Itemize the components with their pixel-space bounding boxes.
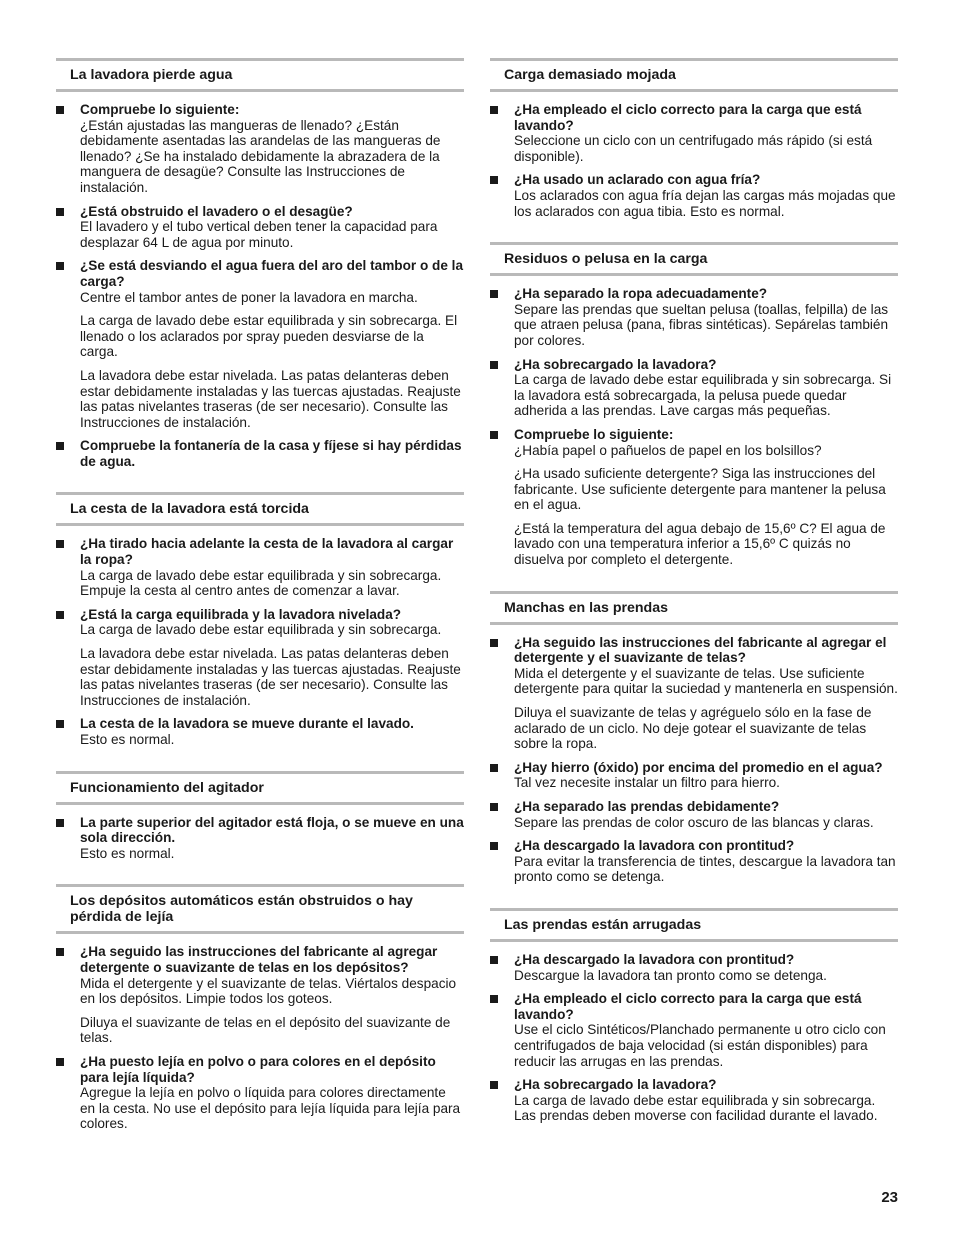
answer-text: Descargue la lavadora tan pronto como se detenga. [514,967,827,983]
question-text: ¿Hay hierro (óxido) por encima del promedio en el agua? [514,759,883,775]
answer-text: Agregue la lejía en polvo o líquida para colores directamente en la cesta. No use el depósito para lejía líquida para lejía para colores. [80,1085,461,1132]
answer-text: ¿Ha usado suficiente detergente? Siga las instrucciones del fabricante. Use suficiente detergente para mantener la pelusa en el agua. [514,466,886,513]
list-item [490,799,898,830]
square-bullet-icon [56,1058,64,1066]
list-item [490,635,898,752]
answer-text: Separe las prendas que sueltan pelusa (toallas, felpilla) de las que atraen pelusa (pana, fibras sintéticas). Sepárelas también por colores. [514,301,889,348]
question-text: ¿Ha seguido las instrucciones del fabricante al agregar el detergente y el suavizante de telas? [514,634,887,666]
question-text: ¿Ha empleado el ciclo correcto para la carga que está lavando? [514,991,862,1022]
list-item [490,838,898,885]
section-heading: Residuos o pelusa en la carga [490,242,898,276]
list-item [490,952,898,983]
square-bullet-icon [56,720,64,728]
answer-text: La lavadora debe estar nivelada. Las patas delanteras deben estar debidamente instaladas y las tuercas ajustadas. Reajuste las patas nivelantes traseras (de ser necesario). Consulte las Instrucciones de instalación. [80,367,461,430]
question-text: ¿Está la carga equilibrada y la lavadora nivelada? [80,606,402,622]
answer-text: Diluya el suavizante de telas y agréguelo sólo en la fase de aclarado de un ciclo. No deje gotear el suavizante de telas sobre la ropa. [514,705,872,752]
answer-text: Mida el detergente y el suavizante de telas. Viértalos despacio en los depósitos. Limpie todos los goteos. [80,975,457,1007]
section-heading: Carga demasiado mojada [490,58,898,92]
square-bullet-icon [490,803,498,811]
section-manchas-en-las-prendas [490,591,898,885]
section-heading: La cesta de la lavadora está torcida [56,492,464,526]
list-item [56,102,464,196]
question-text: ¿Ha seguido las instrucciones del fabricante al agregar detergente o suavizante de telas en los depósitos? [80,944,438,975]
list-item [56,258,464,430]
answer-text: Para evitar la transferencia de tintes, descargue la lavadora tan pronto como se detenga. [514,853,896,885]
section-los-depositos-automaticos-estan-obstruid [56,884,464,1132]
list-item [490,286,898,348]
square-bullet-icon [56,611,64,619]
section-funcionamiento-del-agitador [56,771,464,862]
list-item [56,204,464,251]
item-list [56,526,464,747]
section-carga-demasiado-mojada [490,58,898,219]
answer-text: La lavadora debe estar nivelada. Las patas delanteras deben estar debidamente instaladas y las tuercas ajustadas. Reajuste las patas nivelantes traseras (de ser necesario). Consulte las Instrucciones de instalación. [80,646,461,708]
question-text: Compruebe lo siguiente: [80,102,240,117]
section-la-lavadora-pierde-agua [56,58,464,469]
answer-text: Esto es normal. [80,845,175,861]
question-text: ¿Ha separado las prendas debidamente? [514,799,780,814]
list-item [490,760,898,791]
item-list [490,276,898,568]
item-list [490,92,898,219]
item-list [56,934,464,1132]
square-bullet-icon [490,956,498,964]
answer-text: ¿Está la temperatura del agua debajo de 15,6º C? El agua de lavado con una temperatura inferior a 15,6º C quizás no disuelva por completo el detergente. [514,520,886,568]
square-bullet-icon [56,208,64,216]
square-bullet-icon [56,442,64,450]
square-bullet-icon [56,948,64,956]
list-item [56,536,464,598]
question-text: ¿Está obstruido el lavadero o el desagüe? [80,203,353,219]
item-list [56,92,464,469]
section-heading: Los depósitos automáticos están obstruidos o hay pérdida de lejía [56,884,464,934]
list-item [56,944,464,1046]
answer-text: Centre el tambor antes de poner la lavadora en marcha. [80,289,418,305]
question-text: ¿Ha sobrecargado la lavadora? [514,1077,717,1093]
left-column [56,58,464,1155]
section-la-cesta-de-la-lavadora-esta-torcida [56,492,464,747]
answer-text: La carga de lavado debe estar equilibrada y sin sobrecarga. Las prendas deben moverse con facilidad durante el lavado. [514,1092,878,1124]
section-heading: Las prendas están arrugadas [490,908,898,942]
answer-text: Separe las prendas de color oscuro de las blancas y claras. [514,814,874,830]
section-heading: Funcionamiento del agitador [56,771,464,805]
question-text: Compruebe la fontanería de la casa y fíjese si hay pérdidas de agua. [80,438,462,469]
answer-text: La carga de lavado debe estar equilibrada y sin sobrecarga. Empuje la cesta al centro antes de comenzar a lavar. [80,567,442,599]
answer-text: La carga de lavado debe estar equilibrada y sin sobrecarga. Si la lavadora está sobrecargada, la pelusa puede quedar adherida a las prendas. Lave cargas más pequeñas. [514,372,892,419]
answer-text: Mida el detergente y el suavizante de telas. Use suficiente detergente para quitar la suciedad y mantenerla en suspensión. [514,665,898,697]
answer-text: ¿Están ajustadas las mangueras de llenado? ¿Están debidamente asentadas las arandelas de las mangueras de llenado? ¿Se ha instalado debidamente la abrazadera de la manguera de desagüe? Consulte las Instrucciones de instalación. [80,117,441,195]
answer-text: La carga de lavado debe estar equilibrada y sin sobrecarga. El llenado o los aclarados por spray pueden desviarse de la carga. [80,313,458,360]
answer-text: Los aclarados con agua fría dejan las cargas más mojadas que los aclarados con agua tibia. Esto es normal. [514,187,896,219]
list-item [490,172,898,219]
answer-text: ¿Había papel o pañuelos de papel en los bolsillos? [514,442,822,458]
question-text: ¿Ha sobrecargado la lavadora? [514,356,717,372]
section-heading: La lavadora pierde agua [56,58,464,92]
question-text: ¿Ha descargado la lavadora con prontitud? [514,951,795,967]
square-bullet-icon [490,431,498,439]
list-item [56,607,464,709]
square-bullet-icon [490,1081,498,1089]
question-text: La parte superior del agitador está floja, o se mueve en una sola dirección. [80,814,464,846]
question-text: ¿Ha descargado la lavadora con prontitud? [514,838,795,854]
page-number: 23 [881,1189,898,1206]
answer-text: Tal vez necesite instalar un filtro para hierro. [514,775,780,791]
question-text: ¿Se está desviando el agua fuera del aro del tambor o de la carga? [80,258,464,289]
list-item [490,1077,898,1124]
answer-text: Use el ciclo Sintéticos/Planchado permanente u otro ciclo con centrifugados de baja velocidad (si están disponibles) para reducir las arrugas en las prendas. [514,1022,886,1069]
square-bullet-icon [490,995,498,1003]
square-bullet-icon [490,176,498,184]
list-item [56,815,464,862]
square-bullet-icon [490,106,498,114]
list-item [490,427,898,568]
answer-text: El lavadero y el tubo vertical deben tener la capacidad para desplazar 64 L de agua por minuto. [80,219,438,250]
square-bullet-icon [56,819,64,827]
square-bullet-icon [56,540,64,548]
square-bullet-icon [490,639,498,647]
answer-text: La carga de lavado debe estar equilibrada y sin sobrecarga. [80,622,442,638]
question-text: La cesta de la lavadora se mueve durante el lavado. [80,716,414,732]
item-list [56,805,464,862]
square-bullet-icon [490,842,498,850]
question-text: Compruebe lo siguiente: [514,426,674,442]
list-item [490,991,898,1069]
right-column [490,58,898,1147]
question-text: ¿Ha usado un aclarado con agua fría? [514,172,761,188]
square-bullet-icon [490,361,498,369]
section-las-prendas-estan-arrugadas [490,908,898,1124]
square-bullet-icon [56,106,64,114]
item-list [490,942,898,1124]
answer-text: Diluya el suavizante de telas en el depósito del suavizante de telas. [80,1014,451,1046]
square-bullet-icon [490,290,498,298]
section-residuos-o-pelusa-en-la-carga [490,242,898,568]
list-item [56,438,464,469]
square-bullet-icon [490,764,498,772]
square-bullet-icon [56,262,64,270]
list-item [56,716,464,747]
list-item [490,102,898,164]
answer-text: Seleccione un ciclo con un centrifugado más rápido (si está disponible). [514,133,873,164]
answer-text: Esto es normal. [80,732,175,747]
list-item [56,1054,464,1132]
item-list [490,625,898,885]
question-text: ¿Ha separado la ropa adecuadamente? [514,286,768,302]
list-item [490,357,898,419]
question-text: ¿Ha tirado hacia adelante la cesta de la lavadora al cargar la ropa? [80,536,454,568]
question-text: ¿Ha puesto lejía en polvo o para colores en el depósito para lejía líquida? [80,1053,436,1085]
section-heading: Manchas en las prendas [490,591,898,625]
question-text: ¿Ha empleado el ciclo correcto para la carga que está lavando? [514,102,862,133]
